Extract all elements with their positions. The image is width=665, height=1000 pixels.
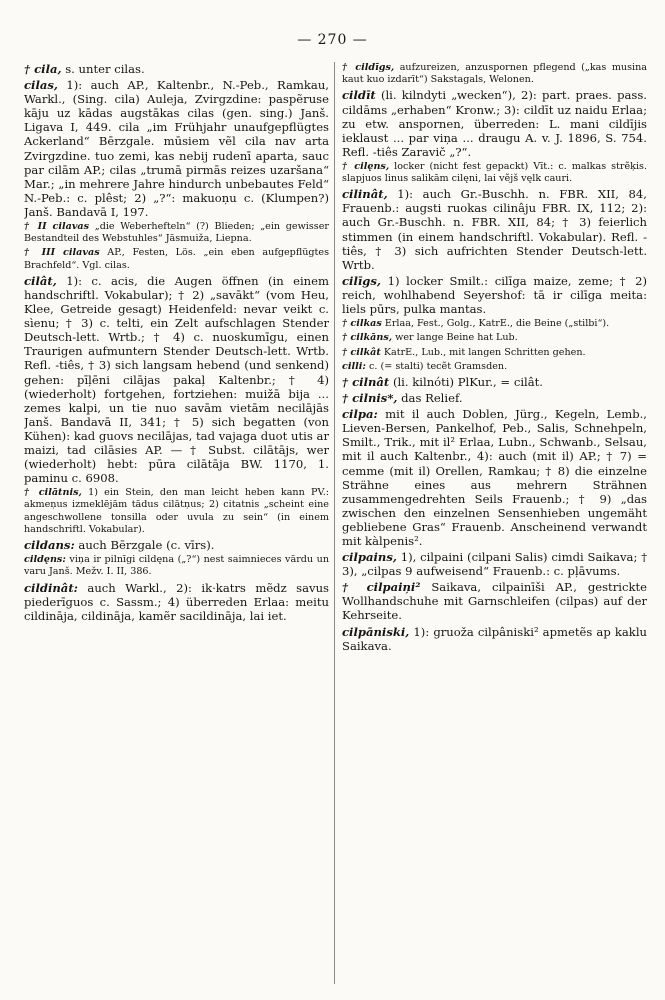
- dictionary-entry: [342, 62, 647, 86]
- entry-text: (li. kilnóti) PlKur., = cilât.: [389, 374, 543, 389]
- dictionary-entry: [342, 274, 647, 316]
- entry-headword: † cildīgs,: [342, 62, 395, 73]
- left-column: [24, 62, 329, 992]
- dictionary-entry: [24, 487, 329, 536]
- right-column: [342, 62, 647, 992]
- dictionary-entry: [342, 391, 647, 405]
- entry-headword: † cilpaiņi²: [342, 580, 421, 595]
- entry-headword: cilpains,: [342, 550, 397, 565]
- entry-headword: cilât,: [24, 273, 57, 288]
- entry-text: Saikava, cilpainīši AP., gestrickte Wollhandschuhe mit Garnschleifen (cilpas) auf der Kehrseite.: [342, 580, 647, 623]
- entry-headword: † III cilavas: [24, 247, 100, 259]
- entry-headword: cildęns:: [24, 554, 66, 566]
- entry-text: (li. kilndyti „wecken“), 2): part. praes. pass. cildāms „erhaben“ Kronw.; 3): cildīt uz naidu Erlaa; zu etw. anspornen, überreden: L. mani cildījis ieklaust ... par viņa ... draugu A. v. J. 1896, S. 754. Refl. -tiês Zaravič „?“.: [342, 88, 647, 159]
- dictionary-entry: [342, 361, 647, 373]
- entry-headword: cilīgs,: [342, 273, 381, 288]
- dictionary-entry: [342, 187, 647, 272]
- entry-headword: † II cilavas: [24, 221, 90, 233]
- entry-headword: † cilnât: [342, 374, 390, 389]
- entry-text: das Relief.: [397, 391, 463, 406]
- dictionary-entry: [342, 625, 647, 653]
- dictionary-entry: [342, 347, 647, 359]
- entry-text: c. (= stalti) tecẽt Gramsden.: [365, 360, 508, 372]
- dictionary-entry: [24, 538, 329, 552]
- dictionary-entry: [24, 581, 329, 623]
- entry-text: mit il auch Doblen, Jürg., Kegeln, Lemb., Lieven-Bersen, Pankelhof, Peb., Salis, Schnehpeln, Smilt., Trik., mit il² Erlaa, Lubn., Schwanb., Selsau, mit il auch Kaltenbr., 4): auch (mit il) AP.; † 7) = cemme (mit il) Orellen, Ramkau; † 8) die einzelne Strähne eines aus mehrern Strähnen zusammengedrehten Seils Frauenb.; † 9) „das zwischen den einzelnen Sensenhieben ungemäht gebliebene Gras“ Frauenb. Anscheinend verwandt mit kàlpenis².: [342, 407, 647, 548]
- entry-headword: cilas,: [24, 78, 58, 93]
- entry-text: 1) ein Stein, den man leicht heben kann PV.: akmeņus izmeklējām tādus cilātņus; 2) citatnis „scheint eine angeschwollene tonsilla oder uvula zu sein“ (in einem handschriftl. Vokabular).: [24, 487, 329, 535]
- entry-headword: cilpa:: [342, 407, 378, 422]
- entry-text: 1): auch Gr.-Buschh. n. FBR. XII, 84, Frauenb.: augsti ruokas cilinâju FBR. IX, 112; 2): auch Gr.-Buschh. n. FBR. XII, 84; † 3) feierlich stimmen (in einem handschriftl. Vokabular). Refl. -tiês, † 3) sich aufrichten Stender Deutsch-lett. Wrtb.: [342, 187, 647, 272]
- dictionary-entry: [24, 221, 329, 245]
- entry-text: locker (nicht fest gepackt) Vīt.: c. malkas strẽķis. slapjuos linus salikām cilęni, lai vẽjš vęlk cauri.: [342, 160, 647, 185]
- dictionary-entry: [342, 580, 647, 622]
- entry-text: wer lange Beine hat Lub.: [392, 332, 518, 344]
- entry-headword: † cilkāns,: [342, 332, 393, 344]
- entry-headword: † cilkât: [342, 346, 381, 358]
- entry-headword: † cilkas: [342, 318, 382, 330]
- dictionary-entry: [24, 274, 329, 485]
- dictionary-entry: [24, 554, 329, 578]
- dictionary-entry: [342, 332, 647, 344]
- dictionary-entry: [342, 375, 647, 389]
- entry-headword: † cilātnis,: [24, 487, 82, 499]
- entry-text: aufzureizen, anzuspornen pflegend („kas musina kaut kuo izdarīt“) Sakstagals, Welonen.: [342, 62, 647, 86]
- dictionary-entry: [24, 62, 329, 76]
- entry-headword: cildans:: [24, 538, 75, 553]
- entry-text: „die Weberhefteln“ (?) Blieden; „ein gewisser Bestandteil des Webstuhles“ Jāsmuiža, Liepna.: [24, 221, 329, 245]
- entry-text: 1): c. acis, die Augen öffnen (in einem handschriftl. Vokabular); † 2) „savākt“ (vom Heu, Klee, Getreide gesagt) Heidenfeld: nevar veikt c. sìenu; † 3) c. telti, ein Zelt aufschlagen Stender Deutsch-lett. Wrtb.; † 4) c. nuoskumīgu, einen Traurigen aufmuntern Stender Deutsch-lett. Wrtb. Refl. -tiês, † 3) sich langsam hebend (und senkend) gehen: pīļēni cilājas pakaļ Kaltenbr.; † 4) (wiederholt) fortgehen, fortziehen: muižā bija ... zemes kalpi, un tie nuo savām vietām necilājās Janš. Bandavā II, 341; † 5) sich begatten (von Kühen): kad guovs necilājas, tad vajaga duot utis ar maizi, tad cilāsies AP. — † Subst. cilātājs, wer (wiederholt) hebt: pūra cilātāja BW. 1170, 1. paminu c. 6908.: [24, 273, 329, 486]
- entry-text: auch Warkl., 2): ik·katrs mẽdz savus piederīguos c. Sassm.; 4) überreden Erlaa: meitu cildināja, cildināja, kamẽr sacildināja, lai iet.: [24, 580, 329, 623]
- dictionary-entry: [24, 247, 329, 271]
- page-number: — 270 —: [297, 32, 368, 48]
- dictionary-entry: [342, 88, 647, 158]
- dictionary-entry: [24, 78, 329, 219]
- entry-text: 1) locker Smilt.: cilīga maize, zeme; † 2) reich, wohlhabend Seyershof: tā ir cilīga meita: liels pūrs, pulka mantas.: [342, 273, 647, 317]
- entry-text: 1): auch AP., Kaltenbr., N.-Peb., Ramkau, Warkl., (Sing. cila) Auleja, Zvirgzdine: paspẽruse kāju uz kādas augstākas cilas (gen. sing.) Janš. Ligava I, 449. cila „im Frühjahr unaufgepflügtes Ackerland“ Bērzgale. mūsiem vẽl cila nav arta Zvirgzdine. tuo zemi, kas nebij rudenī aparta, sauc par cilām AP.; cilas „trumā pirmās reizes uzaršana“ Mar.; „in mehrere Jahre hindurch unbebautes Feld“ N.-Peb.: c. plêst; 2) „?“: makuoņu c. (Klumpen?) Janš. Bandavā I, 197.: [24, 78, 329, 219]
- entry-text: Erlaa, Fest., Golg., KatrE., die Beine („stilbi“).: [381, 318, 610, 330]
- dictionary-entry: [342, 407, 647, 548]
- entry-headword: cilinât,: [342, 187, 388, 202]
- entry-headword: † cila,: [24, 62, 62, 76]
- dictionary-entry: [342, 550, 647, 578]
- entry-headword: cilli:: [342, 360, 366, 372]
- entry-text: 1), cilpaini (cilpani Salis) cimdi Saikava; † 3), „cilpas 9 aufweisend“ Frauenb.: c. pļāvums.: [342, 550, 647, 579]
- entry-headword: cildinât:: [24, 580, 78, 595]
- entry-headword: cilpāniski,: [342, 624, 410, 639]
- entry-text: KatrE., Lub., mit langen Schritten gehen.: [380, 346, 586, 358]
- entry-text: AP., Festen, Lös. „ein eben aufgepflügtes Brachfeld“. Vgl. cilas.: [24, 247, 329, 271]
- entry-headword: cildīt: [342, 88, 376, 103]
- entry-headword: † cilnis*,: [342, 391, 398, 406]
- dictionary-entry: [342, 161, 647, 185]
- entry-text: auch Bērzgale (c. vīrs).: [74, 538, 215, 553]
- dictionary-entry: [342, 318, 647, 330]
- column-divider: [334, 62, 335, 984]
- entry-headword: † cilęns,: [342, 160, 390, 172]
- entry-text: viņa ir pilnīgi cildęna („?“) nest saimnieces vārdu un varu Janš. Mežv. I. II, 386.: [24, 554, 329, 578]
- entry-text: 1): gruoža cilpâniski² apmetẽs ap kaklu Saikava.: [342, 624, 647, 653]
- entry-text: s. unter cilas.: [61, 62, 145, 76]
